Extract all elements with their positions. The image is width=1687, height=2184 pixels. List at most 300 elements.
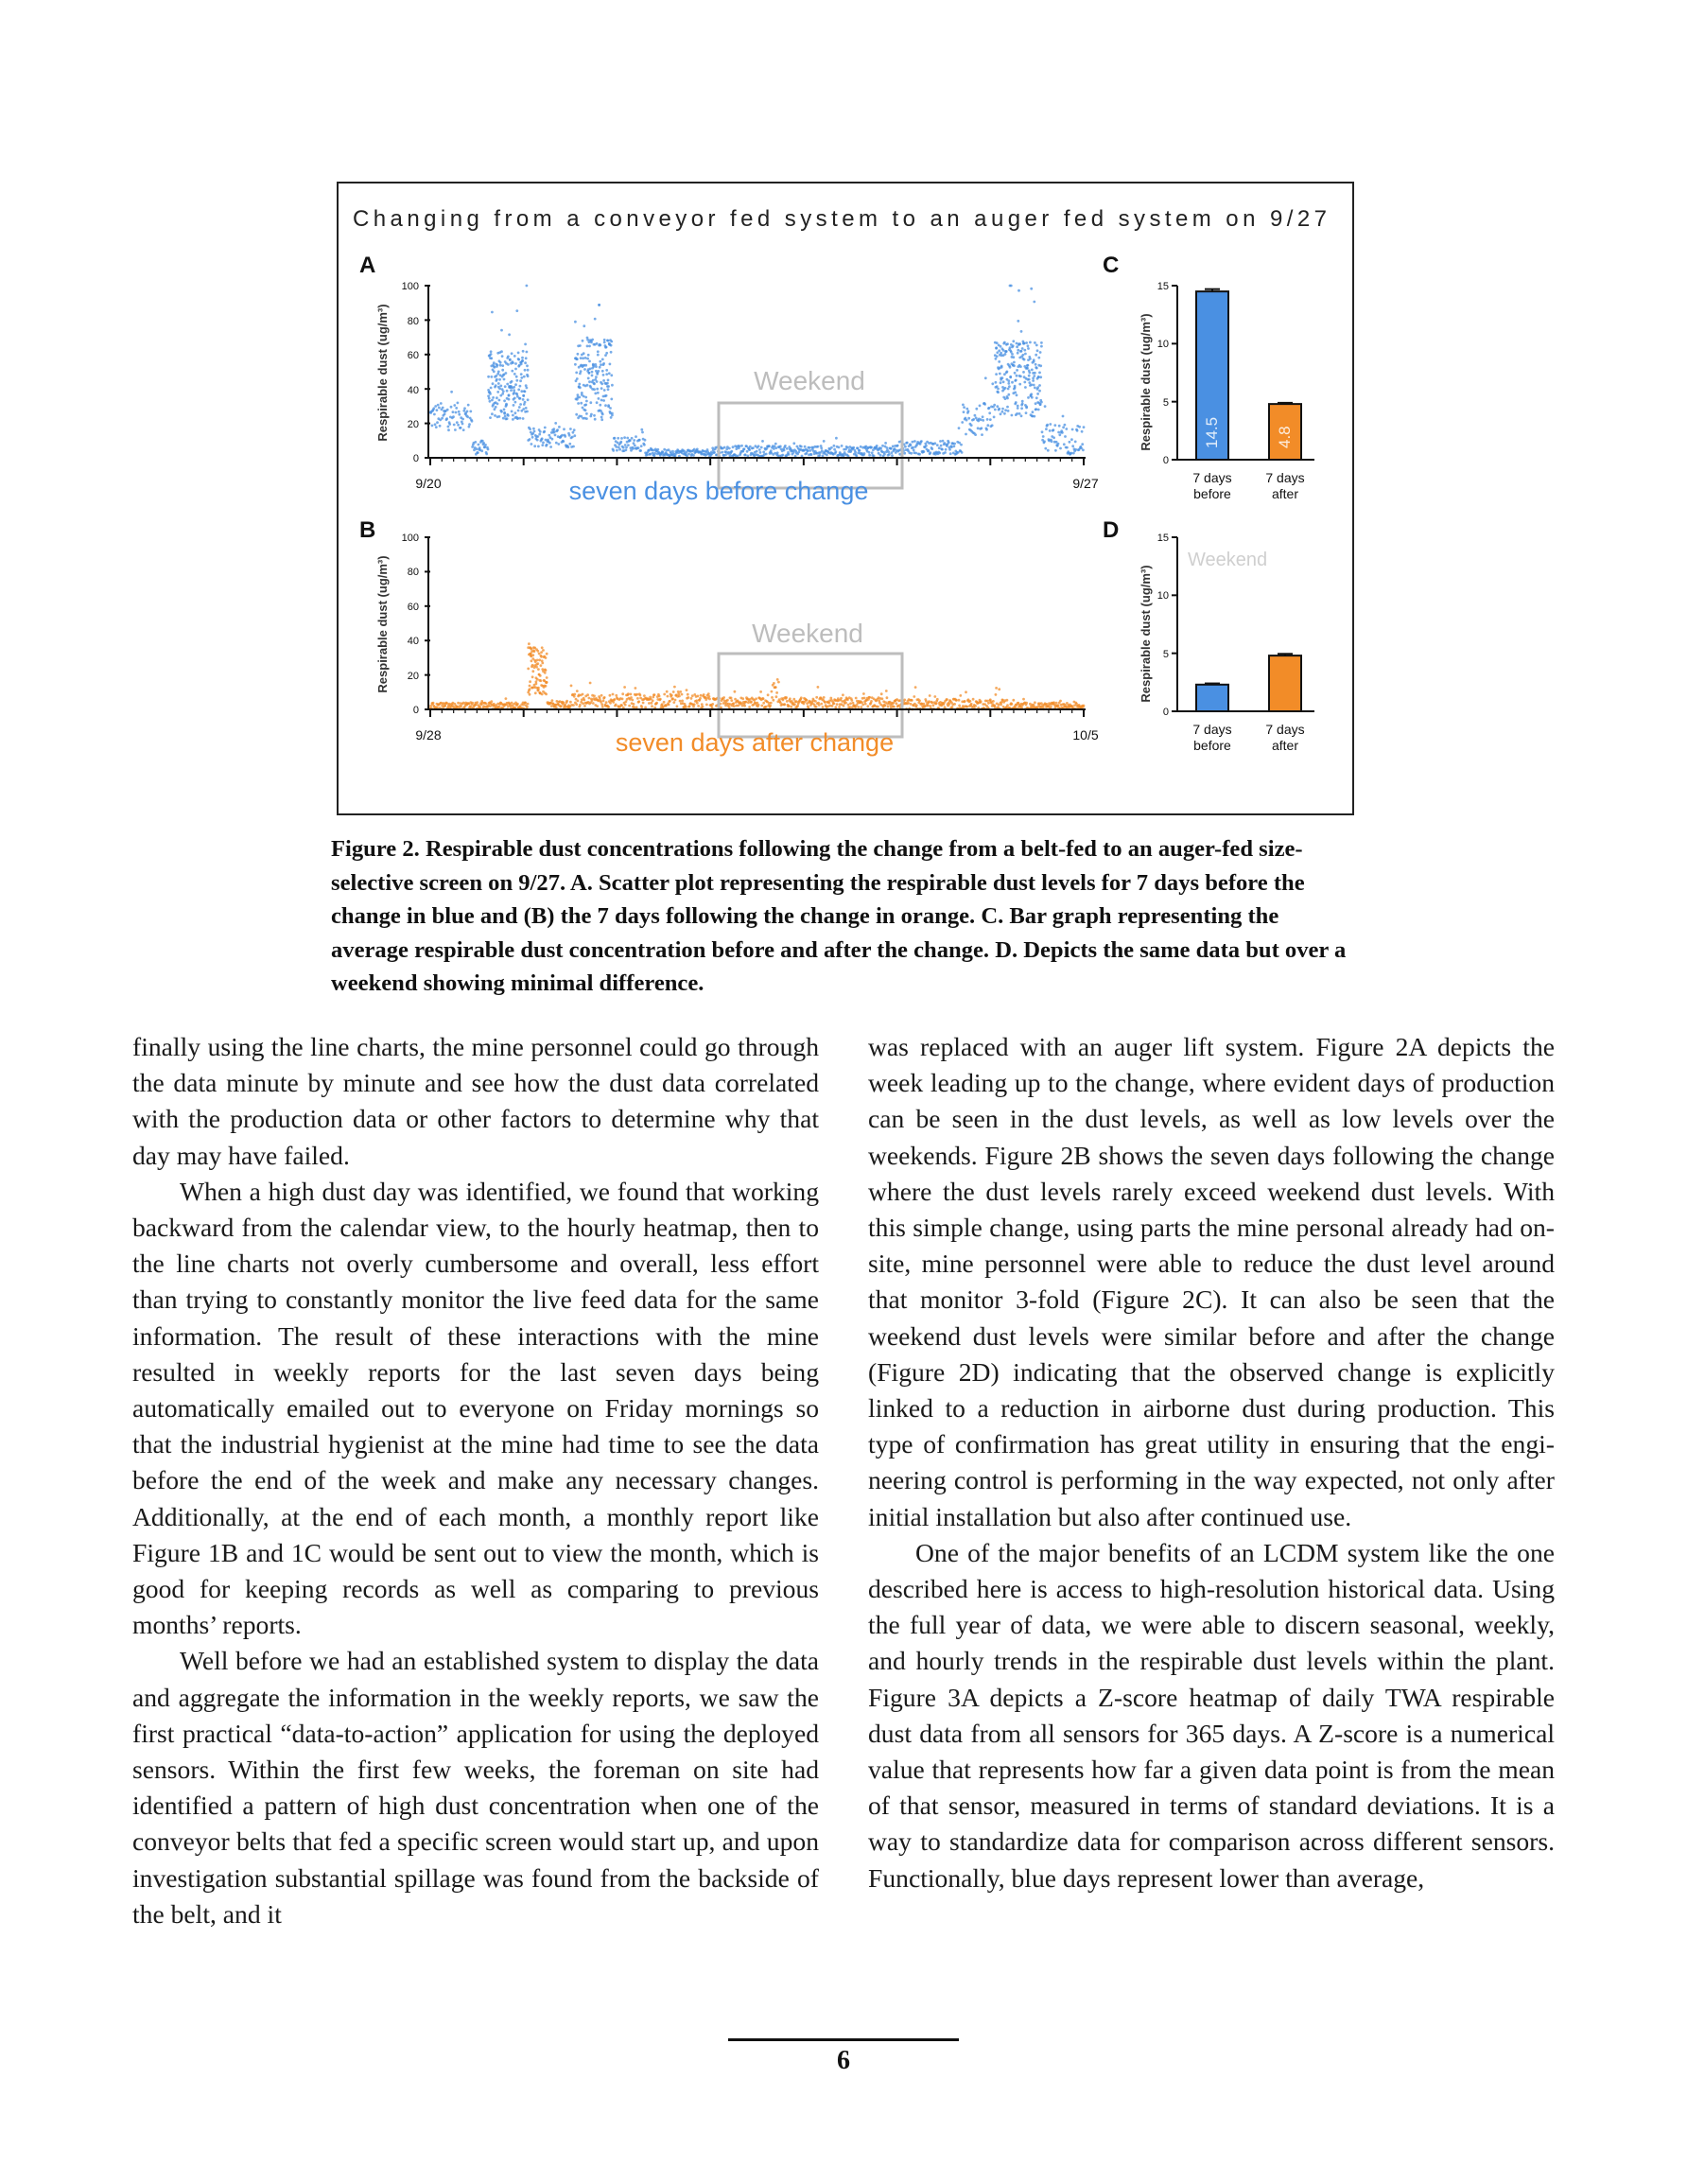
data-point [496, 378, 498, 381]
data-point [995, 358, 998, 360]
data-point [535, 666, 538, 669]
data-point [557, 443, 560, 446]
data-point [1038, 384, 1041, 387]
data-point [918, 453, 921, 456]
data-point [471, 420, 474, 423]
figure-2-chart [339, 183, 1352, 813]
data-point [631, 699, 634, 702]
data-point [823, 440, 826, 443]
data-point [1046, 424, 1049, 427]
data-point [1082, 448, 1085, 451]
data-point [593, 365, 596, 368]
data-point [504, 385, 507, 388]
data-point [448, 423, 451, 426]
data-point [602, 379, 605, 382]
data-point [949, 452, 952, 455]
data-point [578, 383, 581, 386]
panel-b-y-tick-80: 80 [407, 567, 419, 578]
data-point [621, 698, 624, 701]
data-point [1050, 706, 1052, 708]
data-point [1004, 397, 1007, 400]
data-point [540, 679, 543, 682]
data-point [503, 399, 506, 402]
data-point [1070, 452, 1072, 455]
data-point [904, 446, 907, 448]
panel-c-bar-label-before: 14.5 [1203, 416, 1221, 448]
data-point [782, 454, 785, 457]
data-point [494, 366, 496, 369]
data-point [841, 445, 844, 447]
data-point [640, 706, 643, 708]
data-point [584, 357, 587, 359]
data-point [569, 701, 572, 704]
data-point [445, 702, 448, 705]
data-point [582, 702, 584, 705]
data-point [891, 454, 894, 457]
data-point [507, 363, 510, 366]
data-point [651, 702, 653, 705]
data-point [609, 407, 612, 410]
data-point [863, 452, 866, 455]
data-point [1006, 704, 1009, 707]
panel-d-cat-before-line1: 7 days [1192, 722, 1232, 737]
data-point [538, 658, 541, 661]
data-point [672, 690, 675, 693]
data-point [447, 428, 450, 431]
data-point [950, 446, 953, 448]
data-point [785, 696, 788, 699]
data-point [518, 406, 521, 409]
data-point [450, 391, 453, 393]
data-point [605, 701, 608, 704]
data-point [929, 451, 931, 454]
data-point [655, 702, 658, 705]
data-point [687, 696, 690, 699]
data-point [800, 446, 803, 448]
data-point [469, 411, 472, 413]
data-point [606, 382, 609, 385]
data-point [549, 446, 552, 448]
data-point [589, 401, 592, 404]
data-point [614, 437, 617, 440]
data-point [1020, 350, 1023, 353]
data-point [1021, 400, 1024, 403]
data-point [461, 418, 464, 421]
data-point [930, 447, 933, 450]
data-point [583, 324, 585, 327]
data-point [504, 415, 507, 418]
data-point [890, 447, 893, 450]
data-point [1031, 396, 1034, 399]
data-point [635, 435, 637, 438]
data-point [755, 697, 757, 700]
data-point [631, 437, 634, 440]
data-point [553, 430, 556, 433]
data-point [1037, 409, 1040, 411]
data-point [545, 669, 548, 672]
data-point [739, 445, 741, 447]
data-point [1035, 402, 1037, 405]
data-point [614, 698, 617, 701]
data-point [529, 680, 531, 683]
data-point [769, 705, 772, 708]
data-point [700, 694, 703, 697]
data-point [1071, 428, 1074, 431]
data-point [833, 448, 836, 451]
data-point [1044, 447, 1047, 450]
data-point [531, 664, 534, 667]
data-point [526, 706, 529, 708]
data-point [497, 382, 500, 385]
data-point [529, 688, 531, 690]
data-point [460, 705, 462, 708]
data-point [582, 357, 584, 359]
data-point [1016, 393, 1018, 396]
data-point [612, 449, 615, 452]
data-point [708, 695, 711, 698]
panel-d-y-tick-10: 10 [1157, 590, 1169, 602]
data-point [1074, 448, 1077, 451]
data-point [836, 703, 839, 706]
data-point [588, 372, 591, 375]
data-point [1028, 378, 1031, 381]
data-point [955, 699, 958, 702]
data-point [940, 445, 943, 447]
data-point [760, 446, 763, 449]
data-point [1034, 341, 1036, 344]
data-point [576, 690, 579, 692]
data-point [511, 380, 513, 383]
data-point [1074, 441, 1077, 444]
data-point [1025, 411, 1028, 414]
data-point [938, 452, 941, 455]
data-point [1081, 443, 1084, 446]
data-point [633, 703, 635, 706]
data-point [462, 410, 465, 412]
data-point [500, 329, 503, 332]
data-point [511, 352, 513, 355]
data-point [964, 700, 966, 703]
data-point [622, 446, 625, 449]
page-number: 6 [837, 2046, 850, 2075]
data-point [989, 418, 992, 421]
data-point [1033, 301, 1035, 304]
data-point [1006, 397, 1009, 400]
data-point [893, 706, 896, 708]
data-point [539, 674, 542, 677]
data-point [830, 446, 833, 449]
data-point [522, 398, 525, 401]
data-point [488, 397, 491, 400]
data-point [913, 449, 915, 452]
data-point [496, 396, 498, 399]
data-point [511, 411, 513, 413]
data-point [1003, 412, 1006, 415]
data-point [505, 372, 508, 375]
data-point [574, 363, 577, 366]
data-point [697, 705, 700, 708]
data-point [1029, 341, 1032, 344]
data-point [953, 445, 956, 447]
data-point [794, 455, 797, 458]
data-point [489, 400, 492, 403]
data-point [928, 700, 930, 703]
data-point [498, 706, 501, 708]
data-point [855, 697, 858, 700]
data-point [663, 693, 666, 696]
data-point [1018, 412, 1021, 415]
data-point [522, 408, 525, 411]
data-point [707, 692, 710, 695]
data-point [699, 697, 702, 700]
data-point [495, 406, 497, 409]
data-point [512, 414, 514, 417]
data-point [1038, 390, 1041, 393]
data-point [627, 692, 630, 695]
data-point [512, 361, 514, 364]
data-point [598, 397, 600, 400]
data-point [991, 424, 994, 427]
panel-c-y-tick-5: 5 [1162, 397, 1169, 409]
data-point [938, 446, 941, 449]
data-point [728, 447, 731, 450]
data-point [513, 386, 515, 389]
data-point [945, 448, 948, 451]
data-point [1039, 376, 1042, 378]
panel-c-cat-after-line2: after [1271, 486, 1299, 501]
data-point [573, 434, 576, 437]
data-point [910, 444, 913, 446]
data-point [732, 446, 735, 448]
data-point [487, 376, 490, 378]
data-point [1009, 346, 1012, 349]
data-point [603, 339, 606, 341]
data-point [996, 405, 999, 408]
data-point [503, 409, 506, 411]
data-point [519, 403, 522, 406]
data-point [681, 700, 684, 703]
data-point [492, 382, 495, 385]
data-point [506, 383, 509, 386]
data-point [929, 694, 931, 697]
data-point [561, 434, 564, 437]
bar [1196, 685, 1228, 711]
paragraph: was replaced with an auger lift system. Figure 2A depicts the week leading up to the change, where evident days of production can be seen in the dust levels, as well as low levels over the weekends. Figure 2B shows the seven days following the change where the dust levels rarely exceed weekend dust levels. With this simple change, using parts the mine personal already had on-site, mine personnel were able to reduce the dust level around that monitor 3-fold (Figure 2C). It can also be seen that the weekend dust levels were similar before and after the change (Figure 2D) indicating that the observed change is explicitly linked to a reduction in airborne dust during production. This type of confirmation has great utility in ensuring that the engineering control is performing in the way expected, not only after initial installation but also after continued use. [868, 1032, 1555, 1531]
data-point [508, 333, 511, 336]
data-point [852, 702, 855, 705]
data-point [1023, 342, 1026, 345]
data-point [501, 355, 504, 358]
data-point [542, 442, 545, 445]
data-point [854, 451, 857, 454]
data-point [892, 446, 895, 448]
data-point [1041, 430, 1044, 433]
data-point [983, 403, 986, 406]
panel-a-y-tick-40: 40 [407, 385, 419, 396]
data-point [1058, 425, 1061, 428]
data-point [620, 704, 623, 707]
data-point [679, 690, 682, 693]
data-point [600, 399, 603, 402]
data-point [1057, 431, 1060, 434]
data-point [536, 435, 539, 438]
data-point [961, 451, 964, 454]
data-point [1025, 341, 1028, 344]
data-point [994, 706, 997, 708]
data-point [1035, 354, 1037, 357]
paragraph: One of the major benefits of an LCDM system like the one described here is access to high-resolution historical data. Using the full year of data, we were able to discern seasonal, weekly, and hourly trends in the respirable dust levels within the plant. Figure 3A depicts a Z-score heatmap of daily TWA respirable dust data from all sensors for 365 days. A Z-score is a numerical value that represents how far a given data point is from the mean of that sensor, measured in terms of standard deviations. It is a way to standardize data for comparison across different sensors. Functionally, blue days represent lower than average, [868, 1537, 1555, 1893]
data-point [982, 419, 984, 422]
data-point [558, 426, 561, 428]
data-point [507, 414, 510, 417]
data-point [1013, 361, 1016, 364]
data-point [514, 362, 517, 365]
data-point [596, 401, 599, 404]
data-point [806, 699, 809, 702]
data-point [965, 419, 968, 422]
data-point [490, 353, 493, 356]
data-point [879, 447, 882, 450]
data-point [962, 404, 965, 407]
data-point [490, 387, 493, 390]
data-point [820, 703, 823, 706]
data-point [522, 350, 525, 353]
data-point [585, 412, 588, 415]
data-point [996, 355, 999, 358]
data-point [958, 427, 961, 429]
data-point [616, 449, 618, 452]
data-point [583, 368, 586, 371]
data-point [491, 412, 494, 415]
data-point [489, 416, 492, 419]
data-point [635, 687, 637, 690]
data-point [963, 406, 965, 409]
data-point [519, 417, 522, 420]
data-point [1057, 704, 1060, 707]
data-point [818, 704, 821, 707]
data-point [980, 418, 983, 421]
data-point [789, 697, 791, 700]
data-point [993, 404, 996, 407]
data-point [511, 702, 513, 705]
data-point [460, 427, 462, 429]
panel-a-weekend-label: Weekend [754, 366, 865, 395]
data-point [980, 700, 983, 703]
data-point [555, 442, 558, 445]
data-point [600, 418, 603, 421]
data-point [567, 446, 570, 448]
data-point [602, 399, 605, 402]
data-point [972, 698, 975, 701]
data-point [788, 453, 791, 456]
data-point [1014, 385, 1017, 388]
panel-a-y-tick-60: 60 [407, 350, 419, 361]
data-point [502, 390, 505, 393]
data-point [1009, 376, 1012, 378]
data-point [1069, 441, 1071, 444]
data-point [820, 446, 823, 449]
data-point [600, 416, 603, 419]
data-point [793, 703, 796, 706]
data-point [501, 364, 504, 367]
data-point [573, 428, 576, 431]
data-point [1015, 379, 1017, 382]
data-point [996, 341, 999, 344]
panel-d-y-tick-0: 0 [1162, 707, 1169, 718]
data-point [915, 704, 918, 707]
data-point [607, 340, 610, 342]
data-point [946, 698, 948, 701]
data-point [494, 414, 496, 417]
data-point [485, 703, 488, 706]
data-point [1022, 371, 1025, 374]
data-point [1005, 350, 1008, 353]
data-point [1047, 449, 1050, 452]
data-point [669, 700, 671, 703]
data-point [756, 450, 758, 453]
data-point [804, 446, 807, 448]
data-point [471, 702, 474, 705]
data-point [498, 378, 501, 381]
panel-b-y-tick-100: 100 [401, 533, 419, 544]
data-point [634, 445, 636, 447]
data-point [896, 702, 898, 705]
data-point [576, 358, 579, 360]
data-point [868, 454, 871, 457]
data-point [722, 696, 725, 699]
data-point [1002, 380, 1005, 383]
data-point [521, 359, 524, 362]
data-point [1034, 372, 1036, 375]
data-point [925, 445, 928, 447]
data-point [524, 401, 527, 404]
data-point [517, 410, 520, 412]
data-point [1021, 347, 1024, 350]
data-point [510, 389, 513, 392]
data-point [1011, 703, 1014, 706]
data-point [995, 347, 998, 350]
panel-c-cat-after-line1: 7 days [1265, 470, 1305, 485]
data-point [496, 403, 499, 406]
data-point [524, 702, 527, 705]
data-point [514, 411, 517, 414]
data-point [995, 381, 998, 384]
data-point [702, 706, 704, 708]
body-column-left [132, 1029, 819, 1932]
data-point [1033, 375, 1035, 377]
data-point [453, 424, 456, 427]
data-point [468, 426, 471, 428]
data-point [538, 433, 541, 436]
data-point [450, 406, 453, 409]
data-point [536, 662, 539, 665]
data-point [610, 341, 613, 343]
data-point [623, 686, 626, 689]
data-point [1058, 433, 1061, 436]
data-point [686, 689, 688, 691]
data-point [903, 699, 906, 702]
data-point [536, 659, 539, 662]
data-point [618, 448, 621, 451]
data-point [1016, 342, 1018, 345]
data-point [998, 408, 1000, 411]
panel-b-y-tick-60: 60 [407, 602, 419, 613]
panel-d-bars [1196, 654, 1301, 711]
data-point [607, 706, 610, 708]
data-point [834, 450, 837, 453]
data-point [436, 409, 439, 411]
data-point [726, 699, 729, 702]
